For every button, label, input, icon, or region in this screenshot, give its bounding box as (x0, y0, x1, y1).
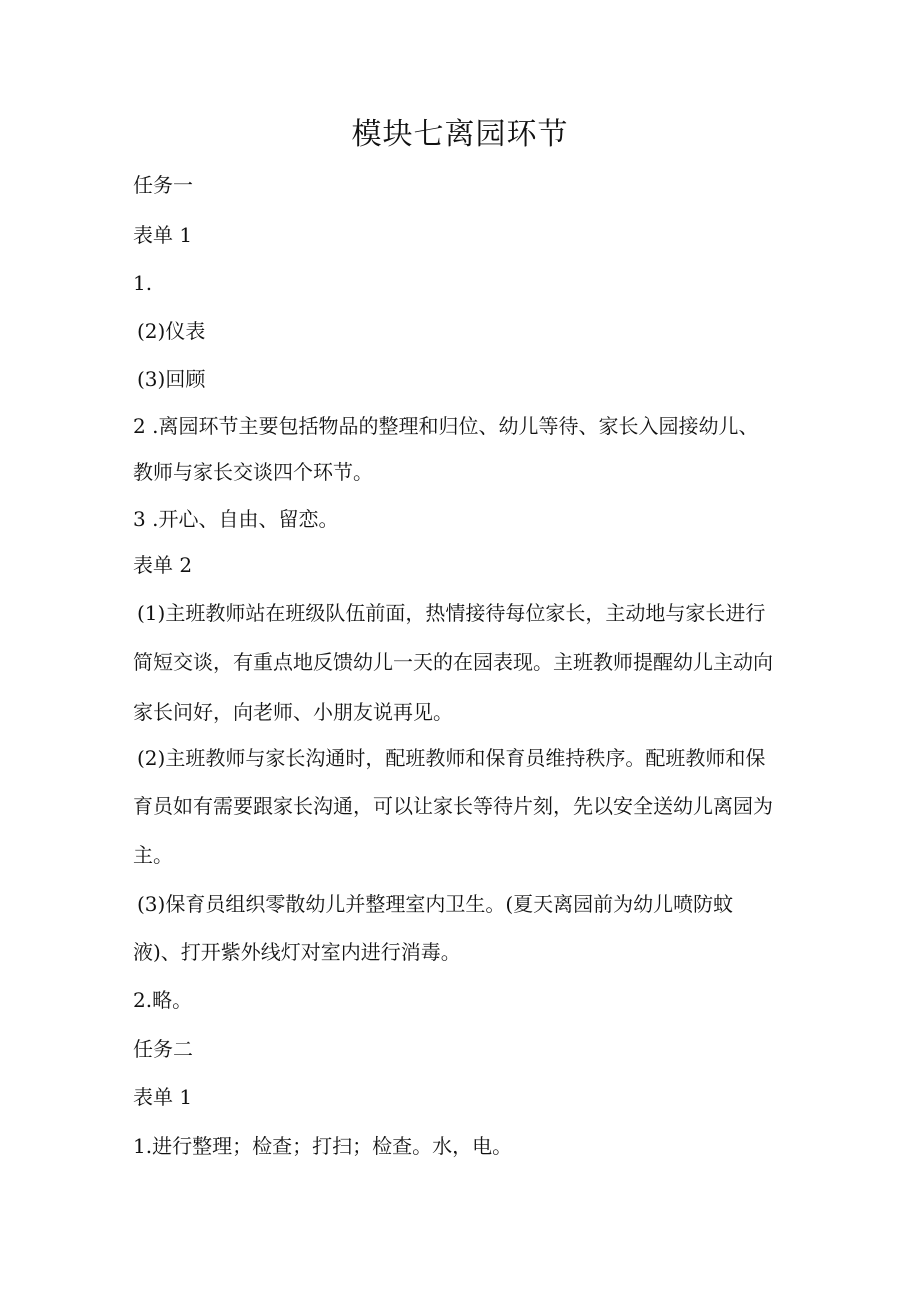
paragraph-line: 教师与家长交谈四个环节。 (133, 460, 373, 484)
paragraph-line: 2.略。 (133, 988, 193, 1012)
paragraph-line: 液)、打开紫外线灯对室内进行消毒。 (133, 940, 461, 964)
paragraph-line: 家长问好，向老师、小朋友说再见。 (133, 700, 453, 724)
paragraph-line: (2)主班教师与家长沟通时，配班教师和保育员维持秩序。配班教师和保 (137, 746, 766, 770)
form-heading: 表单 1 (133, 223, 193, 247)
item-number: 1. (133, 271, 153, 295)
paragraph-line: 简短交谈，有重点地反馈幼儿一天的在园表现。主班教师提醒幼儿主动向 (133, 650, 773, 674)
task-heading: 任务一 (133, 173, 193, 197)
sub-item: (3)回顾 (137, 367, 206, 391)
sub-item: (2)仪表 (137, 319, 206, 343)
paragraph-line: 1.进行整理；检查；打扫；检查。水，电。 (133, 1134, 513, 1158)
form-heading: 表单 2 (133, 553, 193, 577)
task-heading: 任务二 (133, 1037, 193, 1061)
paragraph-line: 主。 (133, 843, 173, 867)
document-title: 模块七离园环节 (351, 117, 569, 152)
paragraph-line: (1)主班教师站在班级队伍前面，热情接待每位家长，主动地与家长进行 (137, 601, 766, 625)
form-heading: 表单 1 (133, 1085, 193, 1109)
paragraph-line: 育员如有需要跟家长沟通，可以让家长等待片刻，先以安全送幼儿离园为 (133, 794, 773, 818)
paragraph-line: 2 .离园环节主要包括物品的整理和归位、幼儿等待、家长入园接幼儿、 (133, 414, 759, 438)
paragraph-line: (3)保育员组织零散幼儿并整理室内卫生。(夏天离园前为幼儿喷防蚊 (137, 892, 734, 916)
paragraph-line: 3 .开心、自由、留恋。 (133, 507, 339, 531)
